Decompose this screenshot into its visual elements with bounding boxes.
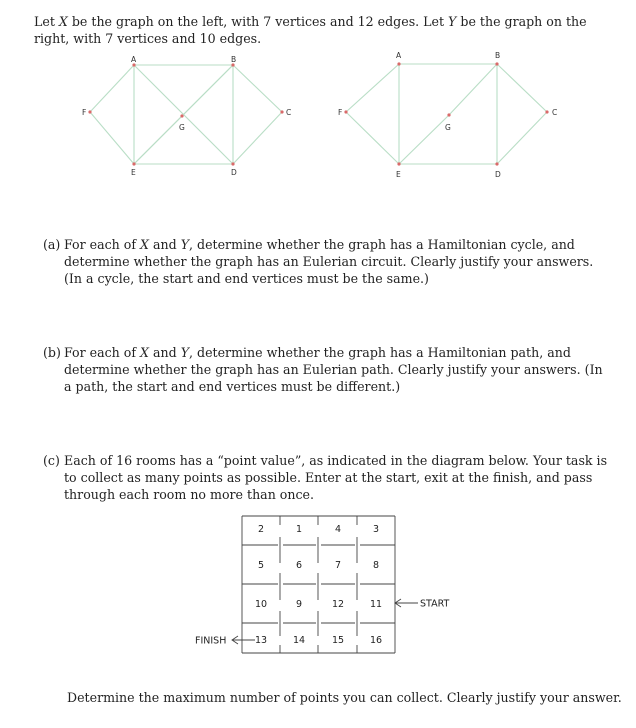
vertex-x-d <box>231 162 234 165</box>
edge-c-d <box>233 112 282 164</box>
edge-y-f-a <box>346 64 399 112</box>
question-b-text <box>64 344 613 395</box>
label-x-d: D <box>231 168 237 177</box>
graph-x-labels <box>82 55 291 177</box>
room-value: 3 <box>372 524 380 535</box>
vertex-x-c <box>280 110 283 113</box>
label-x-g: G <box>179 123 185 132</box>
qb-post: , determine whether the graph has a Hamiltonian path, and determine whether the graph has an Eulerian path. Clearly justify your answers. (In a path, the start and end vertices must be different.) <box>64 345 603 394</box>
intro-text-1: Let <box>34 14 59 29</box>
label-y-g: G <box>445 123 451 132</box>
edge-y-g-e <box>399 115 449 164</box>
label-x-c: C <box>286 108 292 117</box>
edge-y-c-d <box>497 112 547 164</box>
graph-x <box>90 65 282 164</box>
var-y: Y <box>448 14 457 29</box>
room-walls <box>242 516 395 653</box>
label-x-b: B <box>231 55 237 64</box>
qa-var-y: Y <box>180 237 190 252</box>
room-value: 5 <box>257 560 265 571</box>
edge-y-b-c <box>497 64 547 112</box>
rooms-diagram <box>180 505 480 670</box>
vertex-y-d <box>495 162 498 165</box>
finish-label: FINISH <box>195 635 227 647</box>
qa-and: and <box>149 237 181 252</box>
qb-var-y: Y <box>180 345 190 360</box>
question-c <box>43 452 613 503</box>
edge-y-f-e <box>346 112 399 164</box>
room-value: 10 <box>254 599 268 610</box>
question-a-label: (a) <box>43 237 61 252</box>
graphs-figure <box>0 45 636 185</box>
label-y-f: F <box>338 108 343 117</box>
room-value: 15 <box>331 635 345 646</box>
qa-var-x: X <box>140 237 149 252</box>
question-c-text: Each of 16 rooms has a “point value”, as indicated in the diagram below. Your task is to collect as many points as possible. Enter at the start, exit at the finish, and pass through each room no more than once. <box>64 453 608 502</box>
room-value: 4 <box>334 524 342 535</box>
room-value: 2 <box>257 524 265 535</box>
room-value: 13 <box>254 635 268 646</box>
final-instruction: Determine the maximum number of points you can collect. Clearly justify your answer. <box>67 690 622 705</box>
question-a <box>43 236 613 287</box>
graph-y <box>346 64 547 164</box>
room-value: 6 <box>295 560 303 571</box>
intro-paragraph <box>34 13 614 47</box>
room-values <box>255 524 382 646</box>
var-x: X <box>58 14 68 29</box>
vertex-y-b <box>495 62 498 65</box>
vertex-y-f <box>344 110 347 113</box>
label-y-b: B <box>495 51 501 60</box>
qa-post: , determine whether the graph has a Hamiltonian cycle, and determine whether the graph has an Eulerian circuit. Clearly justify your answers. (In a cycle, the start and end vertices must be the same.) <box>64 237 594 286</box>
qb-var-x: X <box>140 345 149 360</box>
question-a-text <box>64 236 613 287</box>
vertex-x-f <box>88 110 91 113</box>
vertex-y-a <box>397 62 400 65</box>
label-x-e: E <box>131 168 136 177</box>
question-b-label: (b) <box>43 345 61 360</box>
room-value: 9 <box>295 599 303 610</box>
room-value: 8 <box>372 560 380 571</box>
room-value: 7 <box>334 560 342 571</box>
vertex-x-g <box>180 114 183 117</box>
label-x-f: F <box>82 108 87 117</box>
room-value: 14 <box>292 635 306 646</box>
room-value: 1 <box>295 524 303 535</box>
start-marker <box>395 599 450 610</box>
room-value: 16 <box>369 635 383 646</box>
vertex-y-g <box>447 113 450 116</box>
qb-pre: For each of <box>64 345 141 360</box>
label-x-a: A <box>131 55 137 64</box>
edge-f-e <box>90 112 134 164</box>
room-value: 12 <box>331 599 345 610</box>
label-y-a: A <box>396 51 402 60</box>
label-y-d: D <box>495 170 501 179</box>
graph-x-vertices <box>88 63 283 165</box>
intro-text-3: be the graph on the right, with 7 vertices and 10 edges. <box>34 14 587 46</box>
vertex-y-e <box>397 162 400 165</box>
intro-text-2: be the graph on the left, with 7 vertices and 12 edges. Let <box>67 14 449 29</box>
qb-and: and <box>149 345 181 360</box>
edge-y-b-g <box>449 64 497 115</box>
start-label: START <box>420 598 450 610</box>
finish-marker <box>195 636 255 647</box>
label-y-e: E <box>396 170 401 179</box>
graph-y-vertices <box>344 62 548 165</box>
question-b <box>43 344 613 395</box>
edge-f-a <box>90 65 134 112</box>
vertex-y-c <box>545 110 548 113</box>
question-c-label: (c) <box>43 453 60 468</box>
edge-b-c <box>233 65 282 112</box>
room-value: 11 <box>369 599 383 610</box>
vertex-x-e <box>132 162 135 165</box>
qa-pre: For each of <box>64 237 141 252</box>
label-y-c: C <box>552 108 558 117</box>
